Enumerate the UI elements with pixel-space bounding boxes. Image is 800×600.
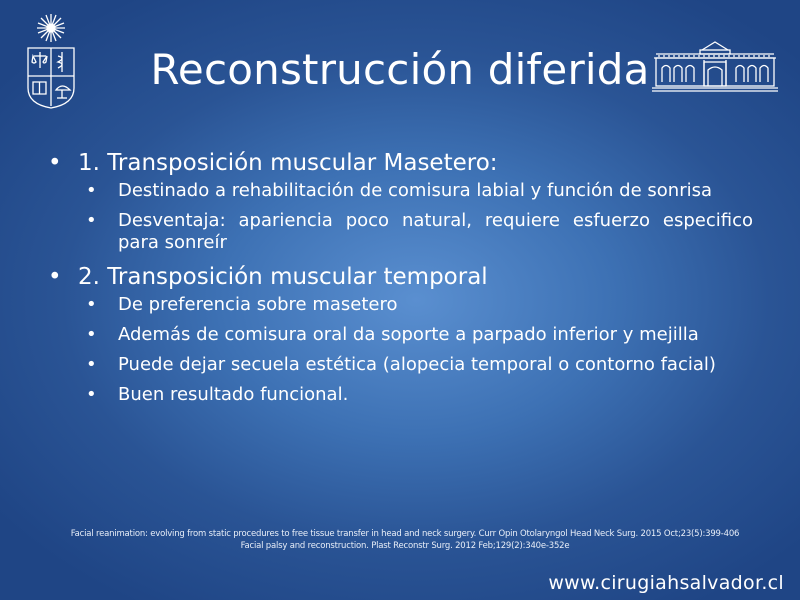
slide-title: Reconstrucción diferida bbox=[150, 45, 650, 94]
website-url: www.cirugiahsalvador.cl bbox=[548, 572, 784, 594]
bullet-icon: • bbox=[86, 210, 97, 231]
reference-line: Facial palsy and reconstruction. Plast Reconstr Surg. 2012 Feb;129(2):340e-352e bbox=[240, 541, 570, 551]
sub-bullet-text: Puede dejar secuela estética (alopecia temporal o contorno facial) bbox=[118, 354, 716, 375]
sub-bullet-text: Además de comisura oral da soporte a parpado inferior y mejilla bbox=[118, 324, 699, 345]
bullet-icon: • bbox=[48, 264, 62, 290]
sub-bullet-item bbox=[86, 354, 753, 376]
sub-bullet-text: De preferencia sobre masetero bbox=[118, 294, 398, 315]
university-crest-icon bbox=[24, 10, 78, 110]
sub-bullet-text: Desventaja: apariencia poco natural, requiere esfuerzo especifico para sonreír bbox=[118, 210, 753, 253]
bullet-text: 1. Transposición muscular Masetero: bbox=[78, 150, 498, 176]
sub-bullet-item bbox=[86, 210, 753, 254]
references bbox=[60, 528, 750, 552]
reference-line: Facial reanimation: evolving from static procedures to free tissue transfer in head and neck surgery. Curr Opin Otolaryngol Head Neck Surg. 2015 Oct;23(5):399-406 bbox=[70, 529, 740, 539]
bullet-item-temporal bbox=[48, 262, 753, 292]
bullet-icon: • bbox=[86, 354, 97, 375]
bullet-icon: • bbox=[86, 324, 97, 345]
sub-bullet-item bbox=[86, 180, 753, 202]
bullet-icon: • bbox=[86, 180, 97, 201]
bullet-text: 2. Transposición muscular temporal bbox=[78, 264, 488, 290]
bullet-item-masetero bbox=[48, 148, 753, 178]
sub-bullet-text: Buen resultado funcional. bbox=[118, 384, 349, 405]
sub-bullet-text: Destinado a rehabilitación de comisura labial y función de sonrisa bbox=[118, 180, 713, 201]
bullet-icon: • bbox=[48, 150, 62, 176]
bullet-icon: • bbox=[86, 384, 97, 405]
sub-bullet-item bbox=[86, 294, 753, 316]
bullet-list bbox=[48, 148, 753, 414]
sub-bullet-item bbox=[86, 324, 753, 346]
bullet-icon: • bbox=[86, 294, 97, 315]
sub-bullet-item bbox=[86, 384, 753, 406]
